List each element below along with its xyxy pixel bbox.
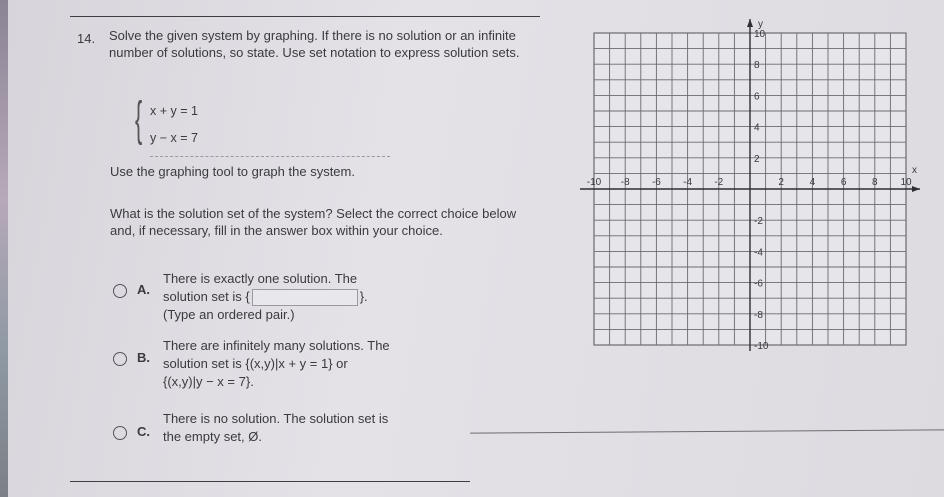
x-tick-label: -8 [620,177,630,188]
option-c-text [163,410,388,446]
x-tick-label: 4 [809,177,816,188]
y-tick-label: 2 [754,153,760,165]
option-c-label: C. [137,424,150,439]
equation-2: y − x = 7 [150,131,198,145]
ordered-pair-answer-box[interactable] [252,289,358,306]
option-a-label: A. [137,282,150,297]
y-tick-label: 10 [754,29,766,40]
y-axis-arrow-icon [747,19,753,27]
option-b-label: B. [137,350,150,365]
y-tick-label: -4 [754,247,763,259]
option-b-radio[interactable] [113,352,127,366]
option-b-line2: solution set is {(x,y)|x + y = 1} or [163,356,348,371]
y-tick-label: -10 [754,341,769,352]
option-a-text [163,270,368,324]
y-axis-label: y [758,19,763,30]
x-tick-label: -2 [714,177,724,188]
option-b-line1: There are infinitely many solutions. The [163,338,390,353]
y-tick-label: 6 [754,91,760,103]
option-c-line1: There is no solution. The solution set is [163,411,389,426]
x-tick-label: 10 [900,177,912,188]
system-brace: { [135,93,143,146]
option-a-set-close: }. [359,289,368,304]
y-tick-label: 4 [754,122,760,134]
equation-1: x + y = 1 [150,104,198,118]
problem-number: 14. [77,31,96,46]
x-tick-label: 6 [840,177,847,188]
separator-dashes [150,156,390,157]
y-tick-label: 8 [754,60,760,72]
option-a-hint: (Type an ordered pair.) [163,307,295,323]
option-a-line1: There is exactly one solution. The [163,271,358,286]
question-text: What is the solution set of the system? Select the correct choice below and, if necessary, fill in the answer box within your choice. [110,206,517,238]
x-tick-label: -10 [586,177,602,188]
top-rule [70,16,540,17]
x-tick-label: 2 [778,177,784,188]
y-tick-label: -8 [754,309,763,321]
option-c-line2: the empty set, Ø. [163,429,262,444]
x-tick-label: -6 [651,177,661,188]
graph-instruction: Use the graphing tool to graph the system. [110,164,355,179]
option-a-set-open: solution set is { [163,289,250,304]
problem-prompt: Solve the given system by graphing. If there is no solution or an infinite number of solutions, so state. Use set notation to express solution sets. [109,28,520,60]
bottom-rule [70,481,470,482]
option-b-text [163,337,390,391]
option-b-line3: {(x,y)|y − x = 7}. [163,374,254,389]
option-a-line2 [163,288,368,306]
y-tick-label: -6 [754,278,763,290]
coordinate-grid[interactable] [566,15,916,355]
graphing-tool[interactable] [566,15,916,355]
x-tick-label: -4 [683,177,693,188]
x-axis-label: x [912,165,917,176]
option-c-radio[interactable] [113,426,127,440]
option-a-radio[interactable] [113,284,127,298]
x-tick-label: 8 [872,177,878,188]
y-tick-label: -2 [754,216,763,228]
